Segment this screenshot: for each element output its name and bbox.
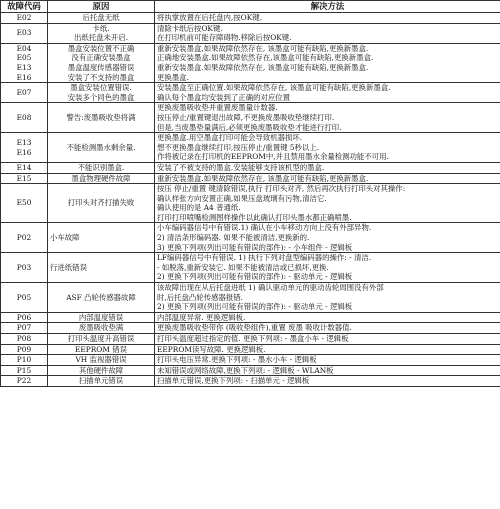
solution-cell: 打印头温度超过指定的值. 更换下列项: - 墨盒小车 - 逻辑板: [155, 334, 500, 345]
error-code-cell: P22: [1, 376, 48, 387]
error-code-cell: E04 E05 E13 E16: [1, 43, 48, 82]
table-row: [1, 365, 500, 376]
cause-cell: 扫描单元错误: [48, 376, 155, 387]
error-code-cell: P10: [1, 355, 48, 366]
cause-cell: 卡纸. 出纸托盘未开启.: [48, 23, 155, 43]
cause-cell: 行进纸错误: [48, 253, 155, 283]
error-code-cell: P08: [1, 334, 48, 345]
cause-cell: 不能识别墨盒.: [48, 162, 155, 173]
cause-cell: 后托盘无纸: [48, 13, 155, 24]
error-code-cell: E13 E16: [1, 133, 48, 163]
solution-cell: LF编码器信号中有错误. 1) 执行下列对盘型编码器的操作: - 清洁. - 如脱落,重新安装它. 如果不能被清洁或已损坏,更换. 2) 更换下列项(列出可能有错误的部件): - 驱动单元 - 逻辑板: [155, 253, 500, 283]
error-code-cell: P09: [1, 344, 48, 355]
error-code-cell: E07: [1, 83, 48, 103]
solution-cell: 重新安装墨盒.如果故障依然存在, 该墨盒可能有缺陷,更换新墨盒.: [155, 173, 500, 184]
table-row: [1, 283, 500, 313]
cause-cell: 其他硬件故障: [48, 365, 155, 376]
solution-cell: 更换废墨吸收垫并重置废墨量计数器. 按压停止/重置键退出故障,不更换废墨吸收垫继续打印. 但是,当废墨垫量满后,必须更换废墨吸收垫才能进行打印.: [155, 103, 500, 133]
cause-cell: EEPROM 错误: [48, 344, 155, 355]
cause-cell: 墨盒物理硬件故障: [48, 173, 155, 184]
table-row: [1, 355, 500, 366]
solution-cell: 更换废墨吸收垫带你 (吸收垫组件),重置 废墨 吸收计数器值.: [155, 323, 500, 334]
solution-cell: 安装了不被支持的墨盒.安装能够支持该机型的墨盒.: [155, 162, 500, 173]
error-code-cell: P05: [1, 283, 48, 313]
error-code-cell: E02: [1, 13, 48, 24]
table-row: [1, 13, 500, 24]
error-code-cell: P06: [1, 312, 48, 323]
header-error-code: 故障代码: [1, 1, 48, 13]
error-code-cell: E08: [1, 103, 48, 133]
error-code-cell: P02: [1, 223, 48, 253]
error-code-cell: P07: [1, 323, 48, 334]
table-row: [1, 223, 500, 253]
cause-cell: VH 监视器错误: [48, 355, 155, 366]
cause-cell: 小车故障: [48, 223, 155, 253]
table-row: [1, 43, 500, 82]
error-code-cell: E03: [1, 23, 48, 43]
table-row: [1, 344, 500, 355]
solution-cell: 未知错误或网络故障,更换下列项: - 逻辑板 - WLAN板: [155, 365, 500, 376]
solution-cell: 按压 停止/重置 键清除错误,执行 打印头对齐, 然后再次执行打印头对其操作: 确认样张方向安置正确,如果压盘玻璃有污物,清洁它. 确认使用的是 A4 普通纸. 打印打印喷嘴检测图样操作以此确认打印头墨水都正确喷墨.: [155, 184, 500, 223]
table-header-row: [1, 1, 500, 13]
solution-cell: 内部温度异常. 更换逻辑板.: [155, 312, 500, 323]
cause-cell: 打印头对齐打描失败: [48, 184, 155, 223]
cause-cell: 不能检测墨水剩余量.: [48, 133, 155, 163]
solution-cell: 更换墨盒.用空墨盒打印可能会导致机器损坏. 想不更换墨盒继续打印,按压停止/重置键 5秒以上. 作将被记录在打印机的EEPROM中,并且禁用墨水余量检测功能不可用.: [155, 133, 500, 163]
solution-cell: 打印头电压异常.更换下列项: - 墨水小车 - 逻辑板: [155, 355, 500, 366]
table-row: [1, 173, 500, 184]
table-row: [1, 133, 500, 163]
solution-cell: 该故障出现在从后托盘进纸 1) 确认驱动单元的驱动齿轮周围没有外部 时,后托盘凸轮传感器报错. 2) 更换下列项(列出可能有错误的部件): - 驱动单元 - 逻辑板: [155, 283, 500, 313]
table-row: [1, 83, 500, 103]
cause-cell: 废墨吸收垫满: [48, 323, 155, 334]
table-row: [1, 253, 500, 283]
table-row: [1, 334, 500, 345]
solution-cell: 清除卡纸后按OK键. 在打印机前可能存障碍物.移除后按OK键.: [155, 23, 500, 43]
solution-cell: EEPROM读写故障. 更换逻辑板.: [155, 344, 500, 355]
cause-cell: 墨盒安装位置不正确 没有正确安装墨盒 墨盒温度传感器错误 安装了不支持的墨盒: [48, 43, 155, 82]
header-solution: 解决方法: [155, 1, 500, 13]
solution-cell: 将执掌放置在后托盘内,按OK键.: [155, 13, 500, 24]
cause-cell: ASF 凸轮传感器故障: [48, 283, 155, 313]
solution-cell: 扫描单元错误,更换下列项: - 扫描单元 - 逻辑板: [155, 376, 500, 387]
table-row: [1, 162, 500, 173]
solution-cell: 小车编码器信号中有错误.1) 确认在小车移动方向上没有外部异物. 2) 清洁条形编码器. 如果不能被清洁,更换新的. 3) 更换下列项(列出可能有错误的部件): - 小车组件 - 逻辑板: [155, 223, 500, 253]
table-row: [1, 323, 500, 334]
solution-cell: 安装墨盒至正确位置.如果故障依然存在, 该墨盒可能有缺陷,更换新墨盒. 确认每个墨盒均安装到了正确的对应位置: [155, 83, 500, 103]
error-code-cell: E50: [1, 184, 48, 223]
table-row: [1, 103, 500, 133]
header-cause: 原因: [48, 1, 155, 13]
error-code-cell: E15: [1, 173, 48, 184]
error-code-cell: P03: [1, 253, 48, 283]
table-row: [1, 184, 500, 223]
cause-cell: 警告:废墨吸收垫将满: [48, 103, 155, 133]
table-row: [1, 23, 500, 43]
solution-cell: 重新安装墨盒,如果故障依然存在, 该墨盒可能有缺陷,更换新墨盒. 正确地安装墨盒.如果故障依然存在,该墨盒可能有缺陷,更换新墨盒. 重新安装墨盒.如果故障依然存在, 该墨盒可能有缺陷,更换新墨盒. 更换墨盒.: [155, 43, 500, 82]
cause-cell: 内部温度错误: [48, 312, 155, 323]
table-row: [1, 312, 500, 323]
error-code-cell: P15: [1, 365, 48, 376]
table-row: [1, 376, 500, 387]
cause-cell: 打印头温度升高错误: [48, 334, 155, 345]
error-code-cell: E14: [1, 162, 48, 173]
cause-cell: 墨盒安装位置错误. 安装多个同色的墨盒: [48, 83, 155, 103]
